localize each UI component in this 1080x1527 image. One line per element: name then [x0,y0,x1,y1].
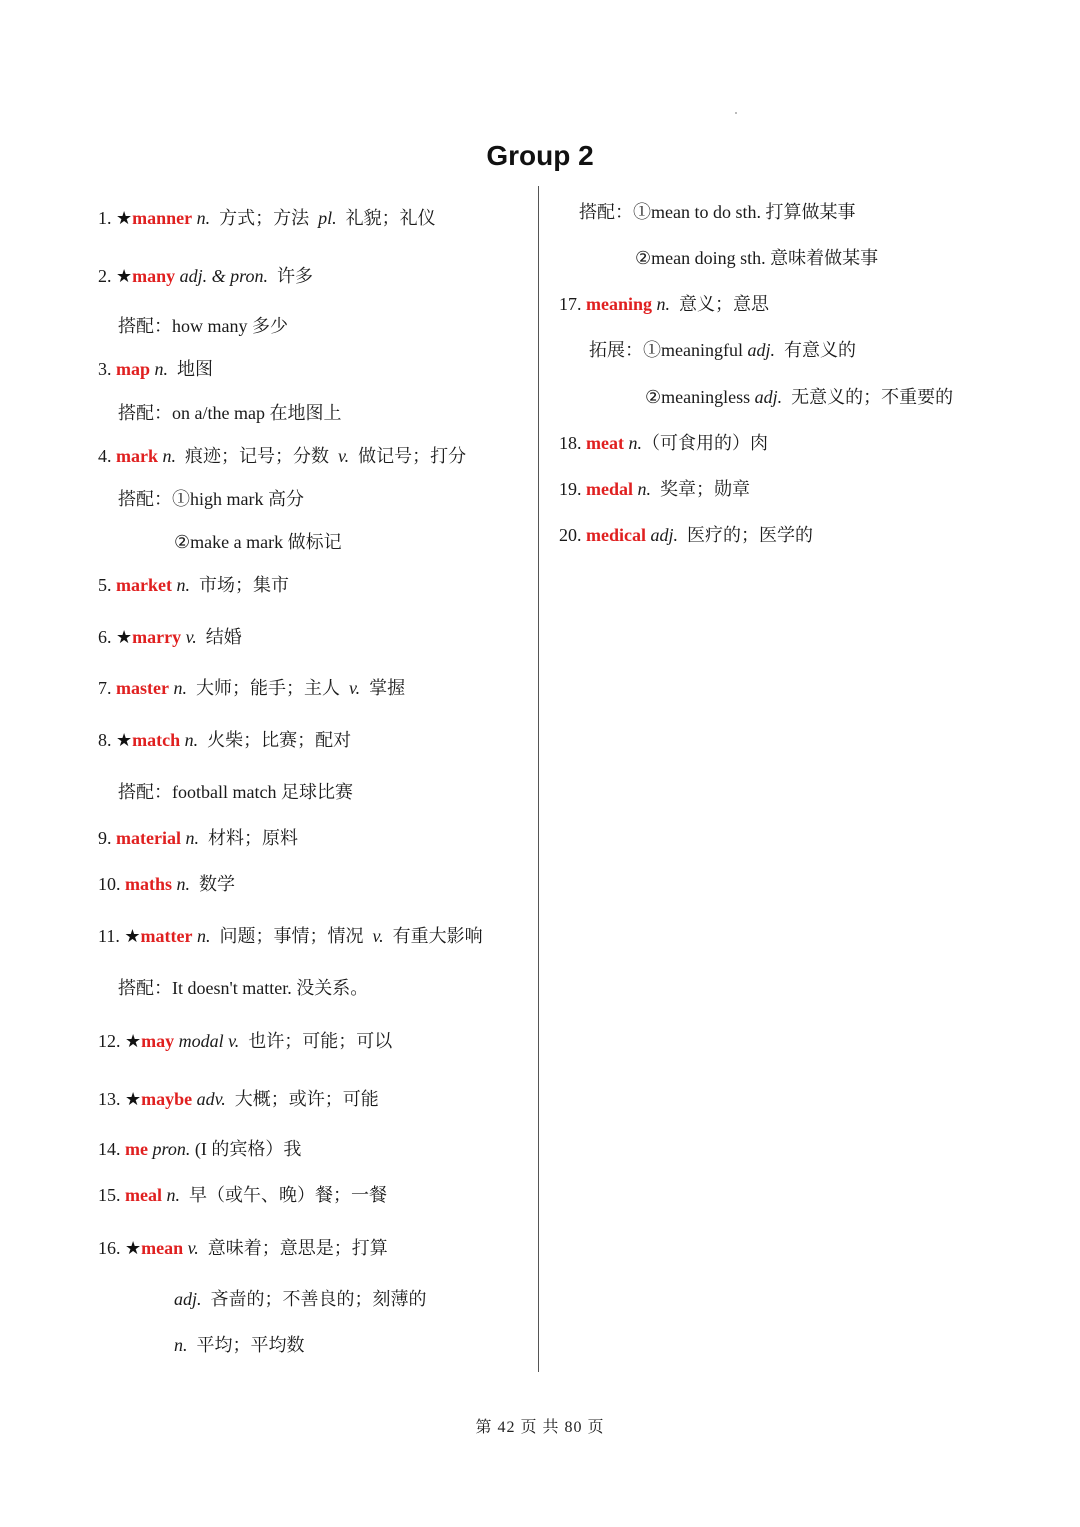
entry-market: 5. market n. 市场；集市 [98,575,289,595]
entry-medal: 19. medal n. 奖章；勋章 [559,479,750,499]
entry-mean-adj: adj. 吝啬的；不善良的；刻薄的 [174,1289,427,1309]
entry-maybe: 13. ★maybe adv. 大概；或许；可能 [98,1089,379,1109]
entry-many: 2. ★many adj. & pron. 许多 [98,266,313,286]
entry-mark: 4. mark n. 痕迹；记号；分数 v. 做记号；打分 [98,446,467,466]
speck-mark [735,112,737,114]
entry-matter: 11. ★matter n. 问题；事情；情况 v. 有重大影响 [98,926,483,946]
page-footer: 第 42 页 共 80 页 [475,1419,605,1436]
entry-may: 12. ★may modal v. 也许；可能；可以 [98,1031,393,1051]
collocation-many: 搭配：how many 多少 [118,316,288,336]
entry-master: 7. master n. 大师；能手；主人 v. 掌握 [98,678,406,698]
entry-map: 3. map n. 地图 [98,359,214,379]
entry-medical: 20. medical adj. 医疗的；医学的 [559,525,814,545]
collocation-match: 搭配：football match 足球比赛 [118,782,353,802]
entry-material: 9. material n. 材料；原料 [98,828,298,848]
extension-meaningful: 拓展：①meaningful adj. 有意义的 [589,340,856,360]
entry-manner: 1. ★manner n. 方式；方法 pl. 礼貌；礼仪 [98,208,436,228]
collocation-matter: 搭配：It doesn't matter. 没关系。 [118,978,369,998]
entry-mean-noun: n. 平均；平均数 [174,1335,305,1355]
entry-meat: 18. meat n.（可食用的）肉 [559,433,768,453]
collocation-mean-2: ②mean doing sth. 意味着做某事 [635,248,879,268]
collocation-mark-1: 搭配：①high mark 高分 [118,489,304,509]
entry-maths: 10. maths n. 数学 [98,874,236,894]
collocation-mean-1: 搭配：①mean to do sth. 打算做某事 [579,202,856,222]
entry-me: 14. me pron. (I 的宾格）我 [98,1139,302,1159]
entry-marry: 6. ★marry v. 结婚 [98,627,242,647]
entry-meal: 15. meal n. 早（或午、晚）餐；一餐 [98,1185,387,1205]
entry-match: 8. ★match n. 火柴；比赛；配对 [98,730,352,750]
collocation-map: 搭配：on a/the map 在地图上 [118,403,342,423]
collocation-mark-2: ②make a mark 做标记 [174,532,342,552]
column-divider [538,186,539,1372]
entry-meaning: 17. meaning n. 意义；意思 [559,294,770,314]
extension-meaningless: ②meaningless adj. 无意义的；不重要的 [645,387,954,407]
page-title: Group 2 [486,140,594,171]
entry-mean: 16. ★mean v. 意味着；意思是；打算 [98,1238,388,1258]
